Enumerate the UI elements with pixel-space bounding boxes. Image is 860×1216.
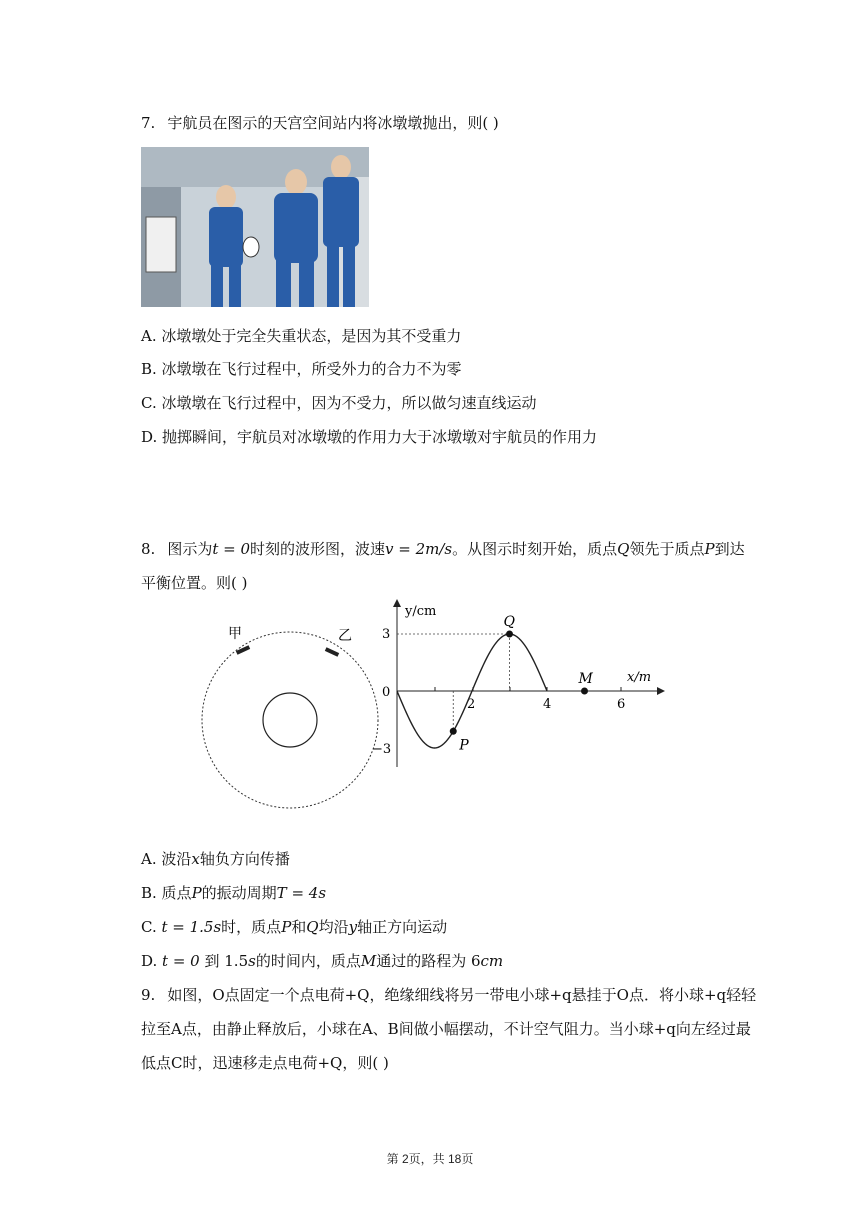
q9-line3: 低点C时，迅速移走点电荷+Q，则( ) <box>141 1054 389 1072</box>
label-p: P <box>459 737 469 754</box>
planet-circle <box>263 693 317 747</box>
wave-diagram <box>195 595 675 810</box>
q9-line2: 拉至A点，由静止释放后，小球在A、B间做小幅摆动，不计空气阻力。当小球+q向左经过最 <box>141 1020 751 1038</box>
math: t = 0 <box>162 952 200 970</box>
math: cm <box>480 952 504 970</box>
text: 均沿 <box>318 918 349 936</box>
wave-graph <box>372 599 665 767</box>
point-m <box>581 688 588 695</box>
q7-stem-text: 宇航员在图示的天宫空间站内将冰墩墩抛出，则( ) <box>167 114 499 132</box>
math: M <box>360 952 377 970</box>
astronauts-photo <box>141 147 369 307</box>
q8-math-v: v = 2m/s <box>385 540 453 558</box>
math: P <box>281 918 292 936</box>
x-axis-label: x/m <box>627 670 652 685</box>
math: P <box>191 884 202 902</box>
text: C. <box>141 918 162 936</box>
q8-text: 图示为 <box>167 540 213 558</box>
q8-number: 8. <box>141 540 156 558</box>
q8-text: 时刻的波形图，波速 <box>250 540 386 558</box>
label-q: Q <box>503 614 515 630</box>
tick-x-6: 6 <box>617 697 626 712</box>
label-m: M <box>578 671 593 687</box>
satellite-icon-b <box>325 647 339 657</box>
q8-option-d <box>141 950 503 972</box>
y-axis-arrow <box>393 599 401 607</box>
point-p <box>450 728 457 735</box>
text: B. 质点 <box>141 884 192 902</box>
tick-x-4: 4 <box>543 697 552 712</box>
text: 和 <box>291 918 307 936</box>
text: D. <box>141 952 163 970</box>
satellite-icon-a <box>236 645 250 655</box>
q8-stem-line2: 平衡位置。则( ) <box>141 574 248 592</box>
math: s <box>248 952 256 970</box>
page-footer: 第 2页，共 18页 <box>386 1152 474 1166</box>
text: 的振动周期 <box>201 884 277 902</box>
tick-x-2: 2 <box>467 697 476 712</box>
y-axis-label: y/cm <box>405 604 437 619</box>
q7-option-d: D. 抛掷瞬间，宇航员对冰墩墩的作用力大于冰墩墩对宇航员的作用力 <box>141 428 598 446</box>
text: 到 1.5 <box>199 952 249 970</box>
text: 的时间内，质点 <box>255 952 361 970</box>
text: 时，质点 <box>221 918 282 936</box>
q8-text: 领先于质点 <box>629 540 705 558</box>
q9-text: 如图，O点固定一个点电荷+Q，绝缘细线将另一带电小球+q悬挂于O点．将小球+q轻轻 <box>167 986 757 1004</box>
sat-label-a: 甲 <box>228 626 242 642</box>
q7-number: 7. <box>141 114 156 132</box>
q7-option-c: C. 冰墩墩在飞行过程中，因为不受力，所以做匀速直线运动 <box>141 394 537 412</box>
q9-number: 9. <box>141 986 156 1004</box>
q8-option-b <box>141 882 326 904</box>
orbit-circle <box>202 632 378 808</box>
q8-math-p: P <box>704 540 715 558</box>
text: A. 波沿 <box>141 850 192 868</box>
q9-line1 <box>141 984 756 1006</box>
q7-option-b: B. 冰墩墩在飞行过程中，所受外力的合力不为零 <box>141 360 462 378</box>
x-axis-arrow <box>657 687 665 695</box>
q8-option-a <box>141 848 290 870</box>
math: T = 4s <box>276 884 327 902</box>
math: Q <box>306 918 319 936</box>
q8-text: 到达 <box>714 540 745 558</box>
q8-option-c <box>141 916 447 938</box>
q8-text: 。从图示时刻开始，质点 <box>452 540 618 558</box>
q8-stem-line1 <box>141 538 745 560</box>
q8-math-q: Q <box>617 540 630 558</box>
sat-label-b: 乙 <box>338 628 352 644</box>
text: 通过的路程为 6 <box>376 952 481 970</box>
math: t = 1.5s <box>161 918 222 936</box>
q7-stem <box>141 112 499 134</box>
point-q <box>506 631 513 638</box>
tick-zero: 0 <box>382 685 391 700</box>
text: 轴负方向传播 <box>199 850 290 868</box>
text: 轴正方向运动 <box>357 918 448 936</box>
q8-math-t0: t = 0 <box>212 540 251 558</box>
math: y <box>348 918 358 936</box>
math: x <box>191 850 200 868</box>
q7-option-a: A. 冰墩墩处于完全失重状态，是因为其不受重力 <box>141 327 462 345</box>
tick-y-neg: −3 <box>372 742 392 757</box>
tick-y-pos: 3 <box>382 627 391 642</box>
